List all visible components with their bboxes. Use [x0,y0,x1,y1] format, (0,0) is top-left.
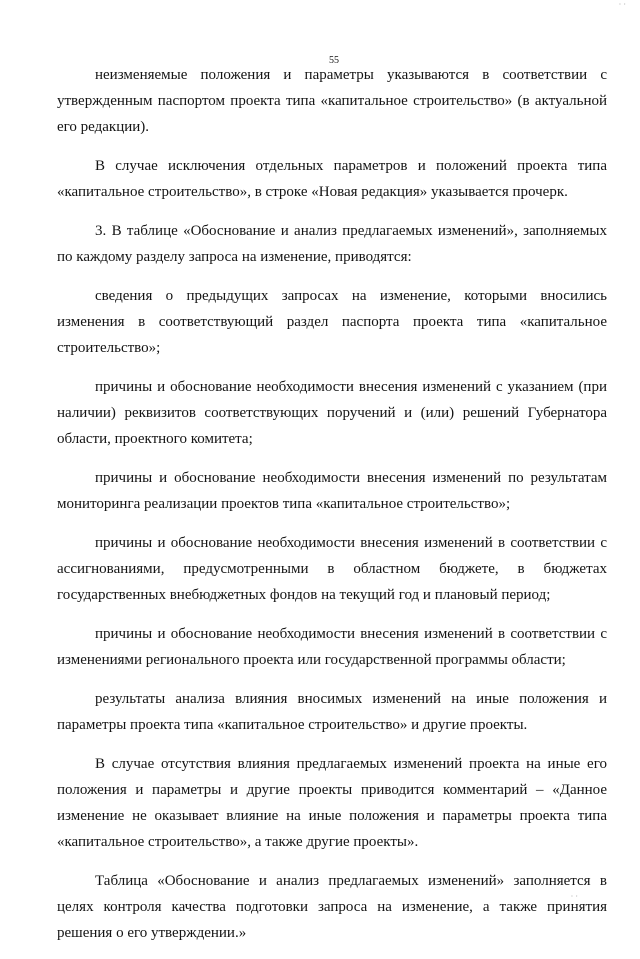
paragraph-11: Таблица «Обоснование и анализ предлагаемых изменений» заполняется в целях контроля качества подготовки запроса на изменение, а также принятия решения о его утверждении.» [57,873,607,941]
document-body [57,62,607,959]
paragraph-3: 3. В таблице «Обоснование и анализ предлагаемых изменений», заполняемых по каждому разделу запроса на изменение, приводятся: [57,223,607,265]
scan-mark-bottom: · · [570,892,578,901]
paragraph-4: сведения о предыдущих запросах на изменение, которыми вносились изменения в соответствующий раздел паспорта проекта типа «капитальное строительство»; [57,288,607,356]
scan-mark-top: · · [618,0,626,9]
paragraph-1: неизменяемые положения и параметры указываются в соответствии с утвержденным паспортом проекта типа «капитальное строительство» (в актуальной его редакции). [57,67,607,135]
paragraph-6: причины и обоснование необходимости внесения изменений по результатам мониторинга реализации проектов типа «капитальное строительство»; [57,470,607,512]
paragraph-9: результаты анализа влияния вносимых изменений на иные положения и параметры проекта типа «капитальное строительство» и другие проекты. [57,691,607,733]
page-number: 55 [329,55,339,66]
paragraph-2: В случае исключения отдельных параметров и положений проекта типа «капитальное строительство», в строке «Новая редакция» указывается прочерк. [57,158,607,200]
paragraph-5: причины и обоснование необходимости внесения изменений с указанием (при наличии) реквизитов соответствующих поручений и (или) решений Губернатора области, проектного комитета; [57,379,607,447]
paragraph-7: причины и обоснование необходимости внесения изменений в соответствии с ассигнованиями, предусмотренными в областном бюджете, в бюджетах государственных внебюджетных фондов на текущий год и плановый период; [57,535,607,603]
paragraph-8: причины и обоснование необходимости внесения изменений в соответствии с изменениями регионального проекта или государственной программы области; [57,626,607,668]
paragraph-10: В случае отсутствия влияния предлагаемых изменений проекта на иные его положения и параметры и другие проекты приводится комментарий – «Данное изменение не оказывает влияние на иные положения и параметры проекта типа «капитальное строительство», а также другие проекты». [57,756,607,850]
